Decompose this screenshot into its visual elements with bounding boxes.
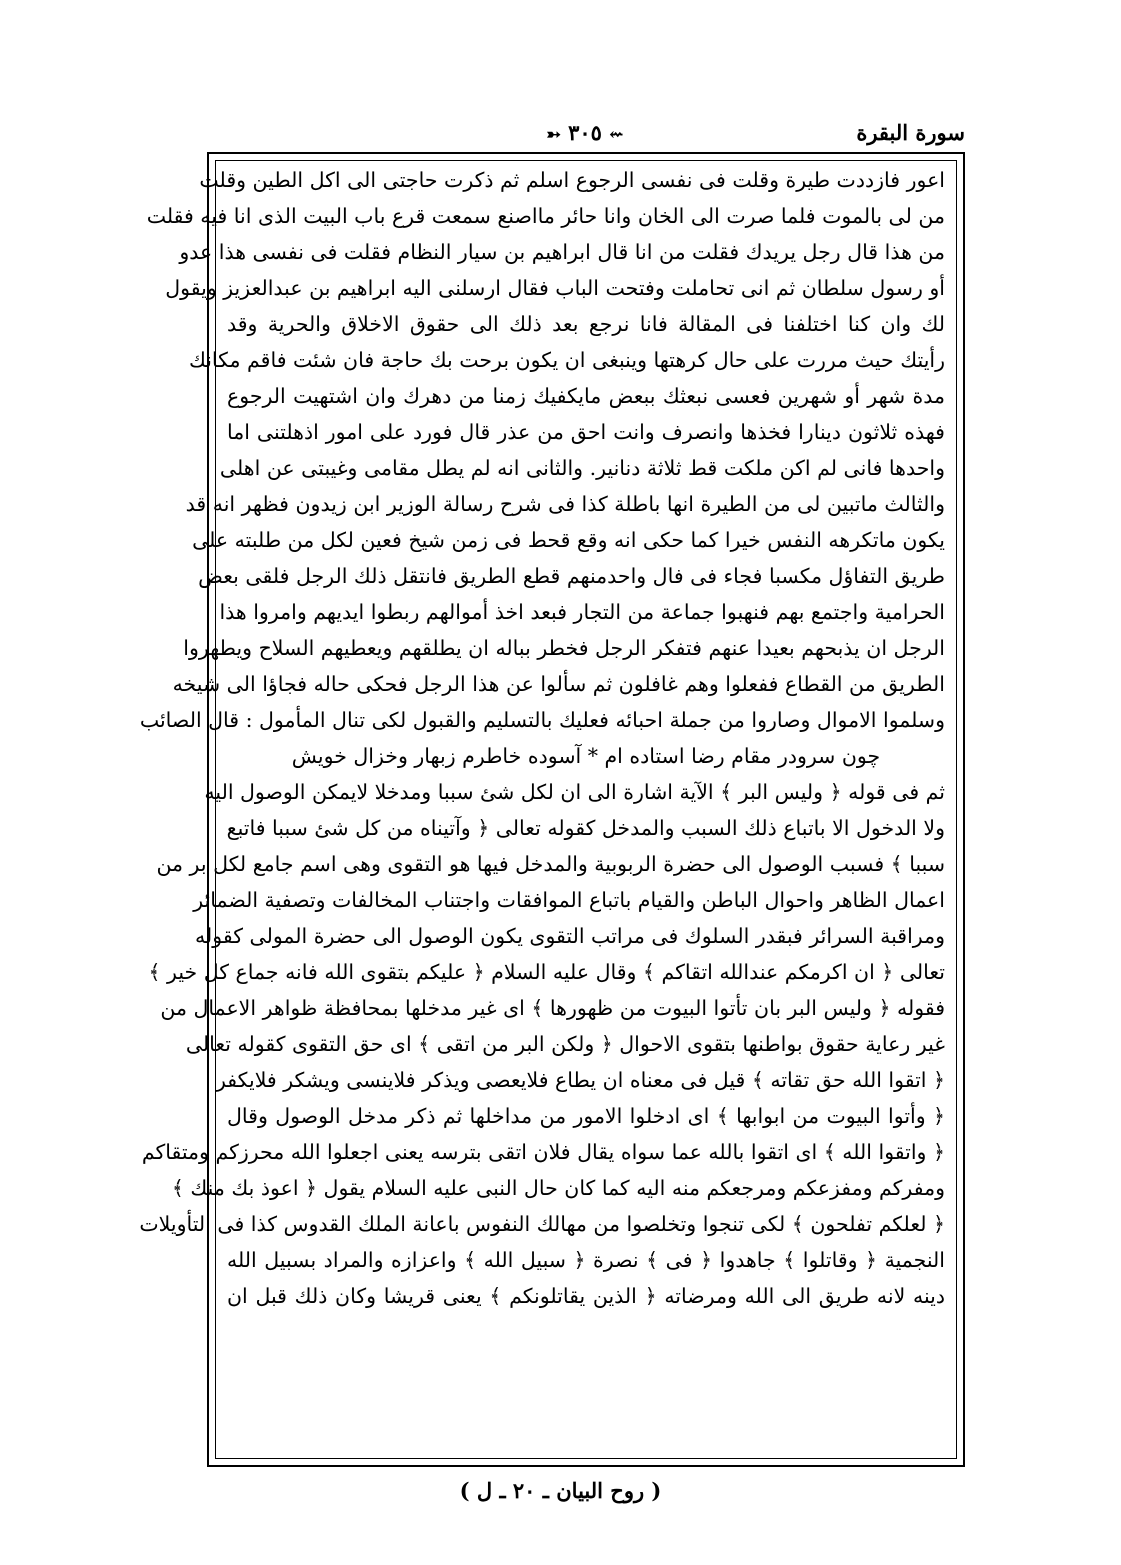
page-frame (139, 152, 965, 1467)
text-line: مدة شهر أو شهرين فعسى نبعثك ببعض مايكفيك زمنا من دهرك وان اشتهيت الرجوع (227, 384, 945, 408)
page-header (205, 120, 965, 150)
text-line: دينه لانه طريق الى الله ومرضاته ﴿ الذين يقاتلونكم ﴾ يعنى قريشا وكان ذلك قبل ان (227, 1284, 945, 1308)
text-line: ولا الدخول الا باتباع ذلك السبب والمدخل كقوله تعالى ﴿ وآتيناه من كل شئ سببا فاتبع (226, 816, 945, 840)
poem-verse: چون سرودر مقام رضا استاده ام * آسوده خاطرم زبهار وخزال خويش (291, 744, 881, 768)
text-line: واحدها فانى لم اكن ملكت قط ثلاثة دنانير. والثانى انه لم يطل مقامى وغيبتى عن اهلى (219, 456, 945, 480)
text-line: ومفركم ومفزعكم ومرجعكم منه اليه كما كان حال النبى عليه السلام يقول ﴿ اعوذ بك منك ﴾ (171, 1176, 945, 1200)
text-line: سببا ﴾ فسبب الوصول الى حضرة الربوبية والمدخل فيها هو التقوى وهى اسم جامع لكل بر من (156, 852, 945, 876)
text-line: طريق التفاؤل مكسبا فجاء فى فال واحدمنهم قطع الطريق فانتقل ذلك الرجل فلقى بعض (198, 564, 945, 588)
text-line: رأيتك حيث مررت على حال كرهتها وينبغى ان يكون برحت بك حاجة فان شئت فاقم مكانك (188, 348, 945, 372)
page-number: ٣٠٥ (568, 120, 602, 145)
text-line: ومراقبة السرائر فبقدر السلوك فى مراتب التقوى يكون الوصول الى حضرة المولى كقوله (195, 924, 945, 948)
text-line: ﴿ اتقوا الله حق تقاته ﴾ قيل فى معناه ان يطاع فلايعصى ويذكر فلاينسى ويشكر فلايكفر (215, 1068, 945, 1092)
text-line: ثم فى قوله ﴿ وليس البر ﴾ الآية اشارة الى ان لكل شئ سببا ومدخلا لايمكن الوصول اليه (204, 780, 945, 804)
text-line: ﴿ واتقوا الله ﴾ اى اتقوا بالله عما سواه يقال فلان اتقى بترسه يعنى اجعلوا الله محرزكم ومتقاكم (141, 1140, 945, 1164)
text-line: يكون ماتكرهه النفس خيرا كما حكى انه وقع قحط فى زمن شيخ فعين لكل من طلبته على (192, 528, 945, 552)
text-body (139, 162, 945, 1314)
text-line: فهذه ثلاثون دينارا فخذها وانصرف وانت احق من عذر قال فورد على امور اذهلتنى اما (227, 420, 945, 444)
text-line: الرجل ان يذبحهم بعيدا عنهم فتفكر الرجل فخطر بباله ان يطلقهم ويعطيهم السلاح ويطهروا (183, 636, 945, 660)
text-line: أو رسول سلطان ثم انى تحاملت وفتحت الباب فقال ارسلنى اليه ابراهيم بن عبدالعزيز ويقول (165, 276, 945, 300)
text-line: اعمال الظاهر واحوال الباطن والقيام باتباع الموافقات واجتناب المخالفات وتصفية الضمائر (193, 888, 945, 912)
surah-title: سورة البقرة (856, 120, 965, 145)
left-ornament-icon: ➳ (546, 125, 561, 145)
text-line: الطريق من القطاع ففعلوا وهم غافلون ثم سألوا عن هذا الرجل فحكى حاله فجاؤا الى شيخه (172, 672, 945, 696)
page-footer: ( روح البيان ـ ٢٠ ـ ل ) (459, 1478, 662, 1503)
text-line: والثالث ماتبين لى من الطيرة انها باطلة كذا فى شرح رسالة الوزير ابن زيدون فظهر انه قد (185, 492, 945, 516)
text-line: اعور فازددت طيرة وقلت فى نفسى الرجوع اسلم ثم ذكرت حاجتى الى اكل الطين وقلت (199, 168, 945, 192)
text-line: ﴿ وأتوا البيوت من ابوابها ﴾ اى ادخلوا الامور من مداخلها ثم ذكر مدخل الوصول وقال (227, 1104, 945, 1128)
text-line: ﴿ لعلكم تفلحون ﴾ لكى تنجوا وتخلصوا من مهالك النفوس باعانة الملك القدوس كذا فى التأويلات (139, 1212, 945, 1236)
right-ornament-icon: ⇜ (609, 125, 624, 145)
text-line: الحرامية واجتمع بهم فنهبوا جماعة من التجار فبعد اخذ أموالهم ربطوا ايديهم وامروا هذا (219, 600, 945, 624)
text-line: من لى بالموت فلما صرت الى الخان وانا حائر مااصنع سمعت قرع باب البيت الذى انا فيه فقلت (146, 204, 945, 228)
text-line: وسلموا الاموال وصاروا من جملة احبائه فعليك بالتسليم والقبول لكى تنال المأمول : قال الصائب (139, 708, 945, 732)
text-line: غير رعاية حقوق بواطنها بتقوى الاحوال ﴿ ولكن البر من اتقى ﴾ اى حق التقوى كقوله تعالى (185, 1032, 945, 1056)
text-line: تعالى ﴿ ان اكرمكم عندالله اتقاكم ﴾ وقال عليه السلام ﴿ عليكم بتقوى الله فانه جماع كل خير ﴾ (148, 960, 945, 984)
text-line: لك وان كنا اختلفنا فى المقالة فانا نرجع بعد ذلك الى حقوق الاخلاق والحرية وقد (227, 312, 945, 336)
text-line: من هذا قال رجل يريدك فقلت من انا قال ابراهيم بن سيار النظام فقلت فى نفسى هذا عدو (179, 240, 945, 264)
text-line: النجمية ﴿ وقاتلوا ﴾ جاهدوا ﴿ فى ﴾ نصرة ﴿ سبيل الله ﴾ واعزازه والمراد بسبيل الله (227, 1248, 945, 1272)
page-number-group (547, 120, 624, 145)
text-line: فقوله ﴿ وليس البر بان تأتوا البيوت من ظهورها ﴾ اى غير مدخلها بمحافظة ظواهر الاعمال من (160, 996, 945, 1020)
